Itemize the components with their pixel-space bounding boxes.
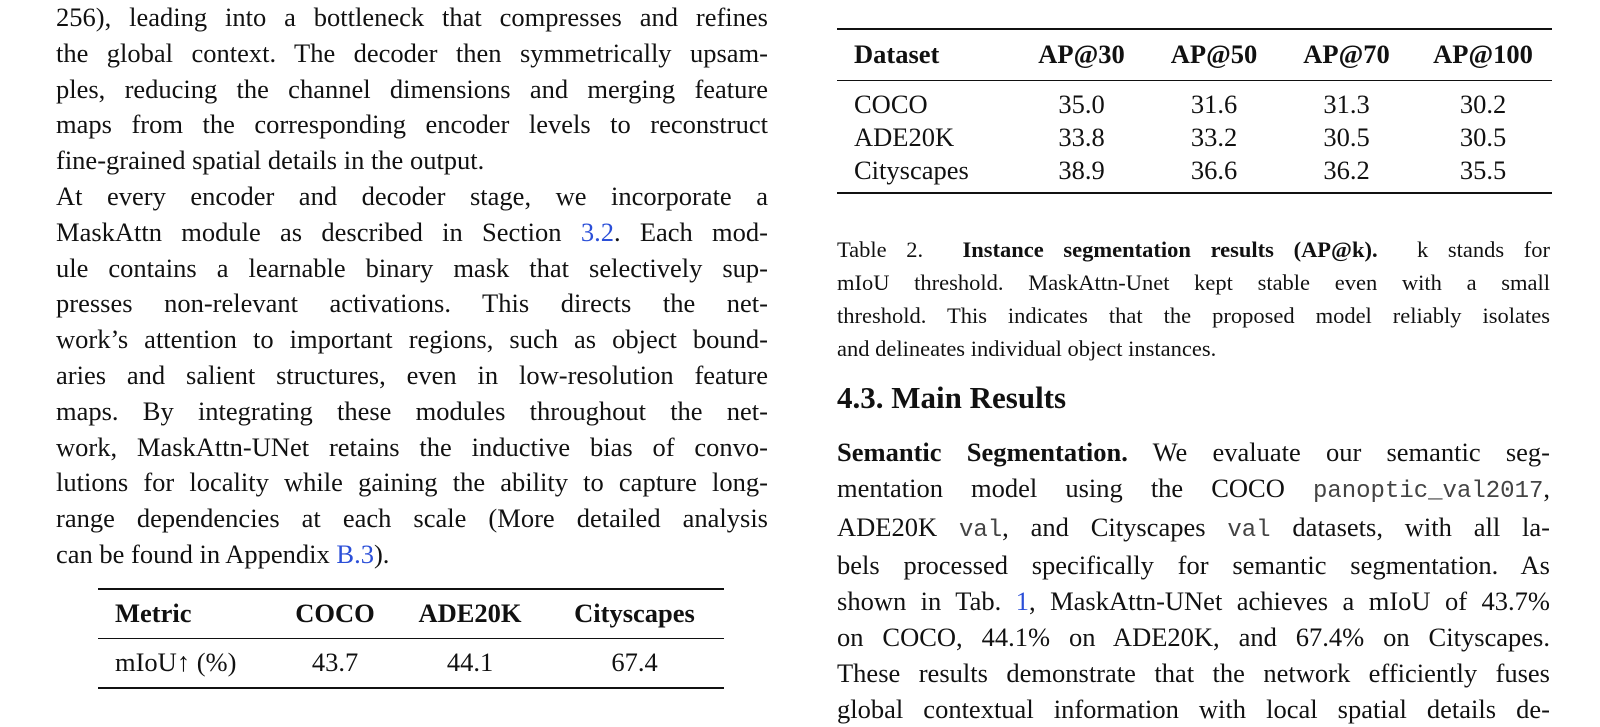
- text-line: bels processed specifically for semantic segmentation. As: [837, 550, 1550, 581]
- table-cell: 31.3: [1323, 88, 1370, 119]
- text-line: mentation model using the COCO panoptic_val2017,: [837, 472, 1550, 505]
- table-header-cell: COCO: [295, 598, 375, 629]
- text-line: range dependencies at each scale (More detailed analysis: [56, 503, 768, 534]
- caption-line: Table 2. Instance segmentation results (AP@k). k stands for: [837, 237, 1551, 262]
- table2-caption: [837, 233, 1550, 365]
- table-header-cell: Dataset: [854, 39, 940, 70]
- table-cell: 67.4: [611, 647, 658, 678]
- text-line: 256), leading into a bottleneck that compresses and refines: [56, 2, 768, 32]
- table-cell: 33.2: [1190, 121, 1238, 152]
- text-line: fine-grained spatial details in the output.: [56, 145, 485, 176]
- table-ref-link[interactable]: 1: [1015, 586, 1029, 617]
- paragraph-maskattn: [56, 179, 768, 573]
- table-cell: COCO: [854, 88, 928, 119]
- table-header-cell: AP@30: [1038, 39, 1125, 70]
- text-line: Semantic Segmentation. We evaluate our semantic seg-: [837, 437, 1551, 467]
- table-cell: 36.2: [1323, 155, 1370, 185]
- text-line: on COCO, 44.1% on ADE20K, and 67.4% on Cityscapes.: [837, 621, 1550, 652]
- table-row: [837, 120, 1552, 156]
- caption-line: mIoU threshold. MaskAttn-Unet kept stable even with a small: [837, 270, 1550, 295]
- paragraph-architecture: [56, 0, 768, 179]
- text-line: aries and salient structures, even in low-resolution feature: [56, 359, 768, 390]
- table-cell: 43.7: [311, 647, 359, 678]
- text-line: ples, reducing the channel dimensions and merging feature: [56, 73, 768, 104]
- table-row: [837, 80, 1552, 120]
- text-line: work’s attention to important regions, such as object bound-: [56, 324, 768, 355]
- table-header-cell: Cityscapes: [574, 598, 695, 629]
- table-cell: 44.1: [446, 647, 494, 678]
- table-cell: 35.0: [1058, 88, 1105, 119]
- table-header-cell: AP@50: [1170, 39, 1258, 70]
- table-cell: 38.9: [1058, 155, 1105, 185]
- text-line: can be found in Appendix B.3).: [56, 538, 390, 569]
- table-header-cell: AP@100: [1433, 39, 1533, 70]
- table-cell: 30.2: [1459, 88, 1507, 119]
- table-cell: 35.5: [1459, 155, 1507, 185]
- table-cell: Cityscapes: [854, 155, 969, 185]
- text-line: lutions for locality while gaining the ability to capture long-: [56, 467, 768, 498]
- text-line: presses non-relevant activations. This directs the net-: [56, 288, 768, 319]
- table-cell: ADE20K: [854, 121, 955, 152]
- table-header-row: [837, 29, 1552, 80]
- text-line: global contextual information with local spatial details de-: [837, 693, 1550, 724]
- text-line: maps from the corresponding encoder levels to reconstruct: [56, 109, 768, 140]
- text-line: At every encoder and decoder stage, we incorporate a: [56, 180, 768, 211]
- table-header-row: [98, 589, 724, 638]
- table-cell: 31.6: [1190, 88, 1238, 119]
- semantic-results-paragraph: [837, 435, 1550, 727]
- text-line: shown in Tab. 1, MaskAttn-UNet achieves a mIoU of 43.7%: [837, 586, 1551, 617]
- text-line: maps. By integrating these modules throughout the net-: [56, 395, 768, 426]
- table-row: [98, 638, 724, 688]
- table-header-cell: ADE20K: [418, 598, 522, 629]
- table-header-cell: Metric: [115, 598, 192, 629]
- instance-results-table: [837, 28, 1552, 194]
- text-line: work, MaskAttn-UNet retains the inductive bias of convo-: [56, 431, 768, 462]
- table-cell: 30.5: [1323, 121, 1370, 152]
- table-header-cell: AP@70: [1303, 39, 1390, 70]
- text-line: ule contains a learnable binary mask that selectively sup-: [56, 252, 768, 283]
- semantic-results-table: [98, 588, 724, 689]
- section-heading: 4.3. Main Results: [837, 380, 1067, 415]
- text-line: These results demonstrate that the network efficiently fuses: [837, 657, 1550, 688]
- text-line: ADE20K val, and Cityscapes val datasets, with all la-: [837, 511, 1550, 544]
- left-column: [56, 0, 768, 573]
- caption-line: and delineates individual object instances.: [837, 336, 1217, 361]
- table-row: [837, 155, 1552, 193]
- caption-line: threshold. This indicates that the proposed model reliably isolates: [837, 303, 1550, 328]
- section-ref-link[interactable]: 3.2: [580, 216, 614, 247]
- table-cell: 36.6: [1190, 155, 1238, 185]
- table-cell: mIoU↑ (%): [115, 647, 237, 678]
- text-line: MaskAttn module as described in Section 3.2. Each mod-: [56, 216, 768, 247]
- table-cell: 30.5: [1459, 121, 1507, 152]
- appendix-ref-link[interactable]: B.3: [336, 538, 374, 569]
- table-cell: 33.8: [1058, 121, 1105, 152]
- text-line: the global context. The decoder then symmetrically upsam-: [56, 37, 768, 68]
